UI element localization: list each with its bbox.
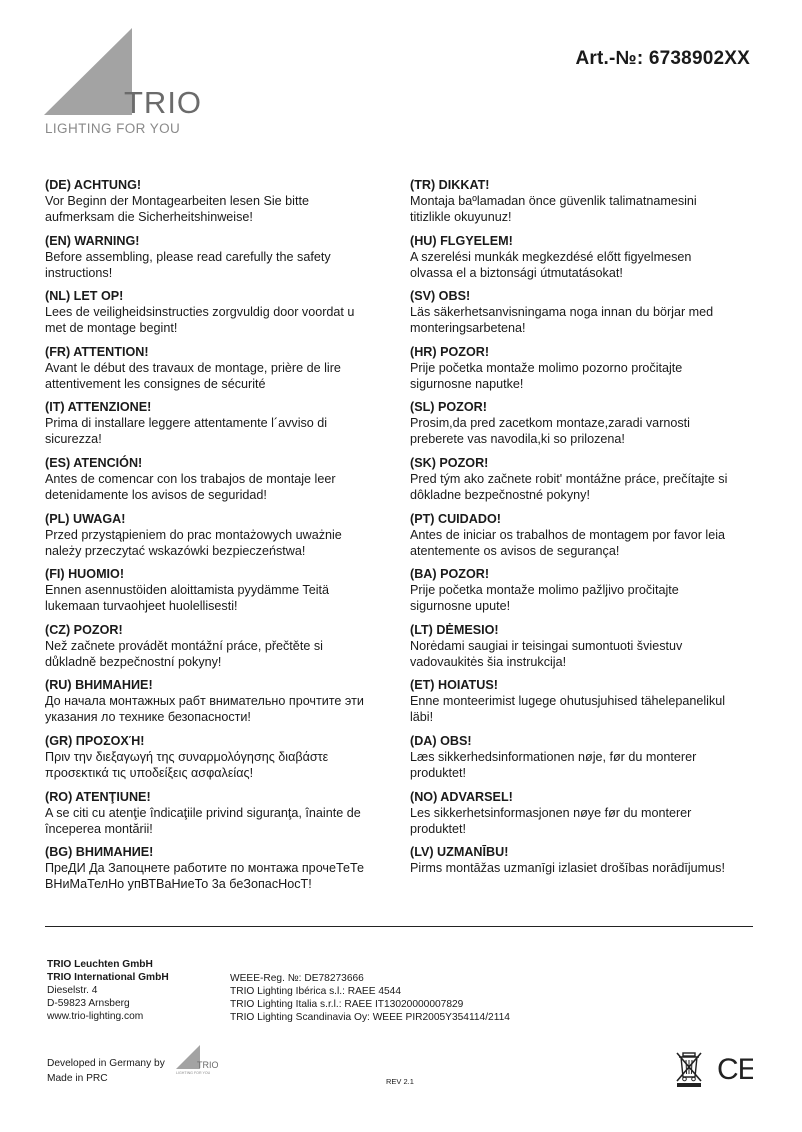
warning-text-line: Antes de comencar con los trabajos de montaje leer (45, 471, 336, 486)
safety-warning-block (45, 288, 387, 336)
warning-text (45, 471, 387, 503)
safety-warning-block (45, 844, 387, 892)
warning-text-line: met de montage begint! (45, 321, 178, 336)
safety-warning-block (410, 566, 750, 614)
warning-text-line: instructions! (45, 265, 113, 280)
weee-line: TRIO Lighting Scandinavia Oy: WEEE PIR2005Y354114/2114 (230, 1012, 510, 1023)
warning-text-line: aufmerksam die Sicherheitshinweise! (45, 210, 253, 224)
warning-text-line: Pirms montāžas uzmanīgi izlasiet drošības norādījumus! (410, 861, 725, 876)
warning-text (45, 415, 387, 447)
warning-text (410, 693, 750, 725)
warning-title: (ES) ATENCIÓN! (45, 455, 143, 470)
warning-text-line: Przed przystąpieniem do prac montażowych uważnie (45, 527, 342, 542)
warning-text-line: Vor Beginn der Montagearbeiten lesen Sie bitte (45, 194, 309, 208)
warning-text-line: указания ло технике безопасности! (45, 710, 251, 725)
warning-title: (FI) HUOMIO! (45, 567, 125, 582)
warning-text-line: Avant le début des travaux de montage, prière de lire (45, 360, 341, 375)
warning-text-line: ВНиМаТелНо упВТВаНиеТо 3а беЗопасНосТ! (45, 877, 312, 892)
warning-text-line: sigurnosne upute! (410, 599, 511, 614)
warning-text-line: Norėdami saugiai ir teisingai sumontuoti šviestuv (410, 638, 683, 653)
warning-text-line: Prosim,da pred zacetkom montaze,zaradi varnosti (410, 416, 690, 431)
warning-title: (RU) ВНИМАНИЕ! (45, 678, 153, 693)
warning-text-line: A szerelési munkák megkezdésé előtt figyelmesen (410, 249, 692, 264)
developed-in: Developed in Germany by (47, 1058, 165, 1069)
safety-warning-block (410, 177, 750, 225)
warning-text-line: lukemaan turvaohjeet huolellisesti! (45, 599, 238, 614)
warning-title: (PT) CUIDADO! (410, 511, 501, 526)
warning-text (45, 249, 387, 281)
warning-title: (SL) POZOR! (410, 400, 487, 415)
company-name-1: TRIO Leuchten GmbH (47, 959, 153, 970)
safety-warning-block (45, 789, 387, 837)
warning-text (410, 527, 750, 559)
warning-title: (LT) DĖMESIO! (410, 622, 499, 637)
warning-text (45, 805, 387, 837)
warning-title: (DE) ACHTUNG! (45, 178, 142, 192)
weee-line: WEEE-Reg. №: DE78273666 (230, 973, 364, 984)
warning-text-line: Pred tým ako začnete robit' montážne práce, prečítajte si (410, 471, 728, 486)
warning-text-line: Læs sikkerhedsinformationen nøje, før du monterer (410, 749, 697, 764)
warning-text (410, 193, 750, 225)
warning-title: (CZ) POZOR! (45, 622, 123, 637)
warning-text (410, 749, 750, 781)
warning-title: (NL) LET OP! (45, 289, 124, 304)
warning-title: (IT) ATTENZIONE! (45, 400, 152, 415)
warning-title: (NO) ADVARSEL! (410, 789, 513, 804)
warning-text (45, 638, 387, 670)
safety-warning-block (410, 233, 750, 281)
warning-title: (SK) POZOR! (410, 455, 489, 470)
safety-warning-block (410, 789, 750, 837)
warning-title: (DA) OBS! (410, 733, 472, 748)
warning-text-line: vadovaukitės šia instrukcija! (410, 654, 567, 669)
mini-logo-tagline: LIGHTING FOR YOU (176, 1071, 211, 1075)
warning-title: (TR) DIKKAT! (410, 178, 490, 192)
warning-text-line: A se citi cu atenţie îndicaţiile privind siguranţa, înainte de (45, 805, 361, 820)
warning-text (410, 249, 750, 281)
warning-text-line: Prije početka montaže molimo pažljivo pročitajte (410, 583, 679, 598)
safety-warning-block (410, 511, 750, 559)
warning-text (410, 638, 750, 670)
ce-mark-icon (717, 1053, 753, 1083)
warning-text-line: detenidamente los avisos de seguridad! (45, 487, 267, 502)
warning-title: (HU) FLGYELEM! (410, 233, 513, 248)
warning-text-line: Lees de veiligheidsinstructies zorgvuldig door voordat u (45, 305, 355, 320)
warning-text (45, 360, 387, 392)
warning-text-line: důkladně bezpečnostní pokyny! (45, 654, 222, 669)
warning-text (410, 582, 750, 614)
warning-text-line: läbi! (410, 710, 434, 725)
safety-warning-block (410, 844, 750, 876)
warning-text (45, 693, 387, 725)
safety-warning-block (45, 344, 387, 392)
safety-warning-block (410, 344, 750, 392)
warning-text-line: Enne monteerimist lugege ohutusjuhised tähelepanelikul (410, 694, 726, 709)
safety-warning-block (45, 677, 387, 725)
safety-warning-block (410, 733, 750, 781)
warning-text-line: preberete vas navodila,ki so prilozena! (410, 432, 625, 447)
safety-warning-block (45, 399, 387, 447)
safety-warning-block (45, 733, 387, 781)
warning-text-line: Läs säkerhetsanvisningama noga innan du börjar med (410, 305, 714, 320)
warning-text-line: Prije početka montaže molimo pozorno pročitajte (410, 360, 683, 375)
made-in: Made in PRC (47, 1073, 108, 1084)
trio-logo (44, 28, 204, 138)
warning-title: (BG) ВНИМАНИЕ! (45, 845, 154, 860)
warning-text-line: Les sikkerhetsinformasjonen nøye før du monterer (410, 805, 692, 820)
company-city: D-59823 Arnsberg (47, 998, 130, 1009)
revision-label: REV 2.1 (386, 1077, 414, 1086)
safety-warning-block (410, 288, 750, 336)
weee-line: TRIO Lighting Ibérica s.l.: RAEE 4544 (230, 986, 402, 997)
warning-title: (LV) UZMANĪBU! (410, 845, 509, 860)
warning-text-line: attentivement les consignes de sécurité (45, 376, 266, 391)
warning-title: (SV) OBS! (410, 289, 471, 304)
warning-text-line: Ennen asennustöiden aloittamista pyydämme Teitä (45, 583, 329, 598)
safety-warning-block (45, 566, 387, 614)
safety-warning-block (410, 455, 750, 503)
warning-text-line: Než začnete provádět montážní práce, přečtěte si (45, 638, 323, 653)
warning-text (410, 860, 750, 876)
safety-warning-block (45, 511, 387, 559)
warning-text-line: До начала монтажных рабт внимательно прочтите эти (45, 694, 364, 709)
warning-text (45, 749, 387, 781)
warning-title: (RO) ATENŢIUNE! (45, 789, 151, 804)
warning-text (410, 415, 750, 447)
warning-text-line: sigurnosne naputke! (410, 376, 524, 391)
weee-bin-icon (674, 1050, 704, 1088)
warning-text-line: începerea montării! (45, 821, 153, 836)
warning-title: (BA) POZOR! (410, 567, 490, 582)
warning-text (410, 360, 750, 392)
safety-warning-block (410, 622, 750, 670)
warnings-right-column (410, 177, 750, 884)
origin-info (47, 1056, 165, 1086)
logo-tagline: LIGHTING FOR YOU (45, 121, 181, 136)
warning-text-line: monteringsarbetena! (410, 321, 526, 336)
ce-mark-text: CE (717, 1053, 753, 1083)
trio-mini-logo (174, 1043, 224, 1075)
company-name-2: TRIO International GmbH (47, 972, 169, 983)
trio-logo-mark (44, 28, 204, 138)
safety-warning-block (45, 455, 387, 503)
warning-title: (PL) UWAGA! (45, 511, 126, 526)
company-address (47, 958, 169, 1023)
warning-text-line: Πριν την διεξαγωγή της συναρμολόγησης διαβάστε (45, 749, 329, 764)
warning-title: (EN) WARNING! (45, 233, 140, 248)
warning-text-line: προσεκτικά τις υποδείξεις ασφαλείας! (45, 765, 254, 780)
warning-text (45, 304, 387, 336)
warning-text (45, 527, 387, 559)
weee-line: TRIO Lighting Italia s.r.l.: RAEE IT13020000007829 (230, 999, 464, 1010)
warning-text (410, 304, 750, 336)
warning-title: (HR) POZOR! (410, 344, 490, 359)
safety-warning-block (45, 622, 387, 670)
warning-text-line: ПреДИ Да Запоцнете работите по монтажа прочеТеТе (45, 861, 364, 876)
company-street: Dieselstr. 4 (47, 985, 98, 996)
warning-text-line: olvassa el a biztonsági útmutatásokat! (410, 265, 623, 280)
warning-text (410, 471, 750, 503)
safety-warning-block (45, 233, 387, 281)
warning-text-line: titizlikle okuyunuz! (410, 210, 512, 224)
warning-text-line: dôkladne bezpečnostné pokyny! (410, 487, 590, 502)
footer-divider (45, 926, 753, 927)
warning-text-line: produktet! (410, 821, 467, 836)
weee-registrations (230, 972, 526, 1024)
warning-text (45, 860, 387, 892)
warning-text-line: Before assembling, please read carefully the safety (45, 249, 331, 264)
warning-text-line: produktet! (410, 765, 467, 780)
mini-logo-wordmark: TRIO (197, 1060, 219, 1070)
warning-title: (FR) ATTENTION! (45, 344, 149, 359)
warning-text (45, 582, 387, 614)
warning-text-line: Prima di installare leggere attentamente l´avviso di (45, 416, 328, 431)
warnings-left-column (45, 177, 387, 900)
warning-text (410, 805, 750, 837)
warning-text (45, 193, 387, 225)
warning-text-line: atentemente os avisos de segurança! (410, 543, 620, 558)
warning-text-line: Antes de iniciar os trabalhos de montagem por favor leia (410, 527, 726, 542)
company-website: www.trio-lighting.com (47, 1011, 144, 1022)
safety-warning-block (45, 177, 387, 225)
safety-warning-block (410, 677, 750, 725)
logo-wordmark: TRIO (124, 85, 203, 120)
warning-title: (GR) ΠΡΟΣΟΧΉ! (45, 733, 145, 748)
warning-text-line: Montaja baºlamadan önce güvenlik talimatnamesini (410, 194, 697, 208)
warning-text-line: należy przeczytać wskazówki bezpieczeństwa! (45, 543, 306, 558)
warning-text-line: sicurezza! (45, 432, 102, 447)
article-number: Art.-№: 6738902XX (575, 48, 750, 69)
safety-warning-block (410, 399, 750, 447)
warning-title: (ET) HOIATUS! (410, 678, 498, 693)
